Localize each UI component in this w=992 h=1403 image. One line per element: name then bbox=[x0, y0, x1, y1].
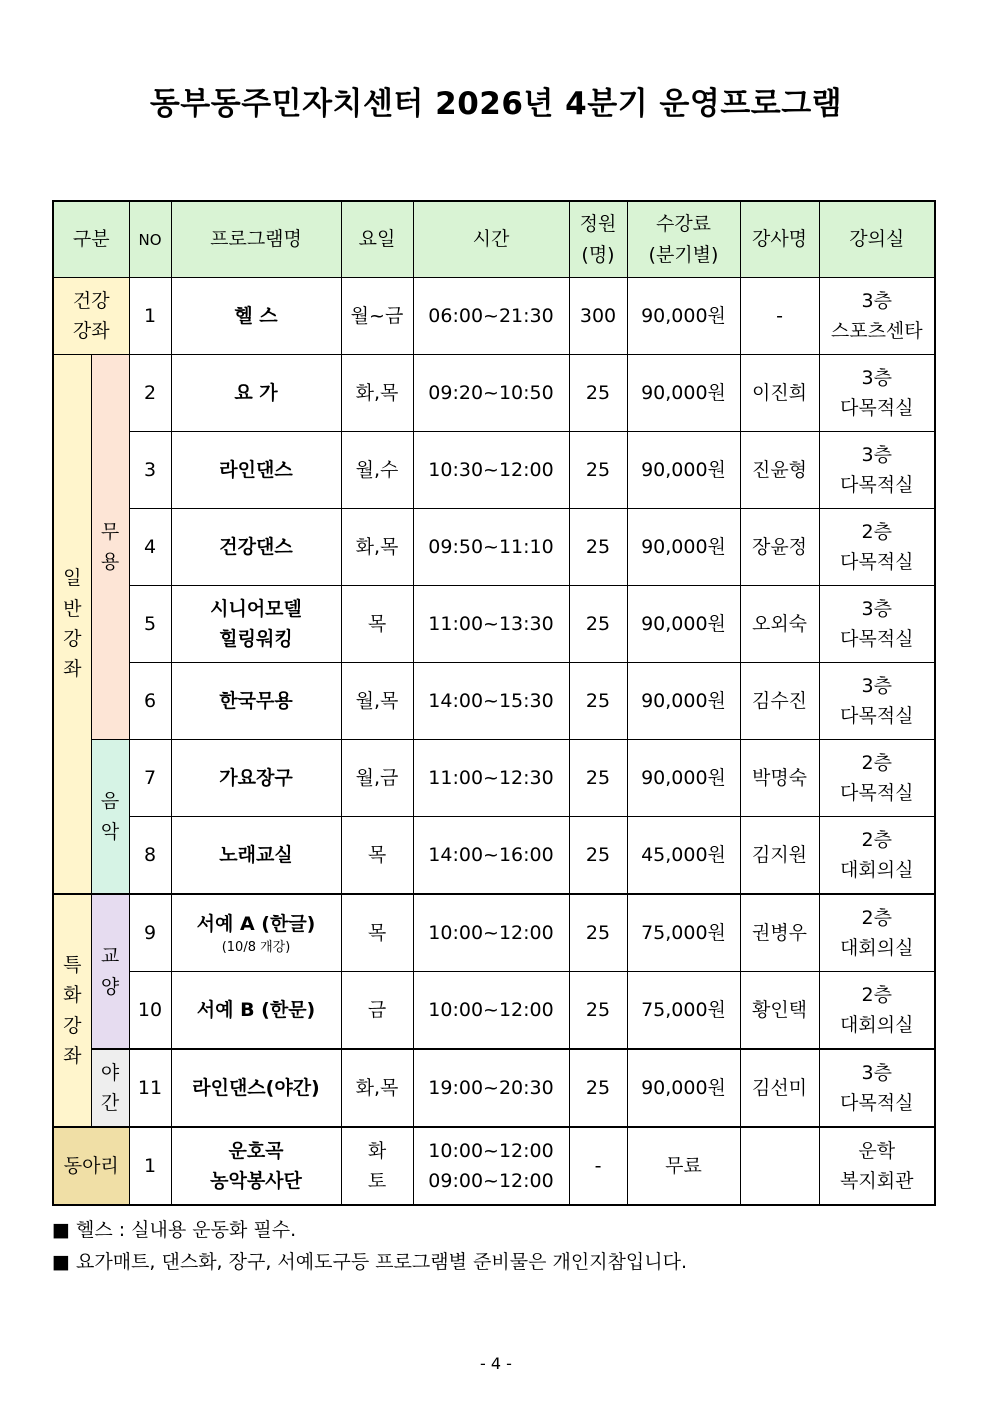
header-fee-line1: 수강료 bbox=[655, 213, 712, 236]
row-program-name: 한국무용 bbox=[171, 663, 341, 740]
row-day: 월,목 bbox=[341, 663, 413, 740]
row-fee: 90,000원 bbox=[627, 432, 740, 509]
row-time: 11:00~12:30 bbox=[413, 740, 569, 817]
row-room-floor: 3층 bbox=[861, 289, 892, 312]
row-program-name: 시니어모델 힐링워킹 bbox=[171, 586, 341, 663]
row-instructor: - bbox=[740, 278, 819, 355]
row-fee: 90,000원 bbox=[627, 509, 740, 586]
header-program: 프로그램명 bbox=[171, 201, 341, 278]
row-time: 14:00~16:00 bbox=[413, 817, 569, 895]
row-no: 11 bbox=[129, 1049, 171, 1127]
category-club: 동아리 bbox=[53, 1127, 129, 1205]
row-room-floor: 3층 bbox=[861, 366, 892, 389]
row-room-name: 복지회관 bbox=[840, 1170, 914, 1192]
row-day: 월,수 bbox=[341, 432, 413, 509]
table-row bbox=[53, 972, 935, 1050]
row-no: 6 bbox=[129, 663, 171, 740]
row-room-floor: 2층 bbox=[861, 906, 892, 929]
row-instructor: 장윤정 bbox=[740, 509, 819, 586]
row-no: 5 bbox=[129, 586, 171, 663]
row-capacity: - bbox=[569, 1127, 627, 1205]
row-day: 화,목 bbox=[341, 509, 413, 586]
row-program-name: 서예 B (한문) bbox=[171, 972, 341, 1050]
category-special: 특 화 강 좌 bbox=[53, 894, 91, 1127]
row-program-name: 헬 스 bbox=[171, 278, 341, 355]
category-health: 건강 강좌 bbox=[53, 278, 129, 355]
notes bbox=[52, 1214, 687, 1278]
row-room-name: 대회의실 bbox=[840, 1014, 914, 1036]
row-room bbox=[819, 894, 935, 972]
row-time: 14:00~15:30 bbox=[413, 663, 569, 740]
row-room-name: 다목적실 bbox=[840, 1092, 914, 1114]
row-room bbox=[819, 1049, 935, 1127]
row-capacity: 300 bbox=[569, 278, 627, 355]
row-time: 09:20~10:50 bbox=[413, 355, 569, 432]
row-room-floor: 운학 bbox=[858, 1139, 896, 1162]
row-room-floor: 2층 bbox=[861, 828, 892, 851]
row-program-name: 노래교실 bbox=[171, 817, 341, 895]
row-room bbox=[819, 663, 935, 740]
category-music: 음 악 bbox=[91, 740, 129, 895]
row-room-floor: 2층 bbox=[861, 983, 892, 1006]
table-row bbox=[53, 817, 935, 895]
row-time: 06:00~21:30 bbox=[413, 278, 569, 355]
program-schedule-table bbox=[52, 200, 936, 1206]
header-capacity-line2: (명) bbox=[581, 243, 615, 266]
row-capacity: 25 bbox=[569, 894, 627, 972]
row-fee: 무료 bbox=[627, 1127, 740, 1205]
row-instructor: 김선미 bbox=[740, 1049, 819, 1127]
row-time: 10:00~12:00 bbox=[413, 972, 569, 1050]
header-time: 시간 bbox=[413, 201, 569, 278]
row-program-name-text: 서예 A (한글) bbox=[196, 912, 316, 935]
row-room-floor: 3층 bbox=[861, 674, 892, 697]
header-day: 요일 bbox=[341, 201, 413, 278]
header-no: NO bbox=[129, 201, 171, 278]
category-night: 야 간 bbox=[91, 1049, 129, 1127]
row-instructor: 김지원 bbox=[740, 817, 819, 895]
row-fee: 90,000원 bbox=[627, 278, 740, 355]
row-no: 1 bbox=[129, 1127, 171, 1205]
row-fee: 90,000원 bbox=[627, 586, 740, 663]
row-fee: 75,000원 bbox=[627, 894, 740, 972]
row-room-name: 대회의실 bbox=[840, 859, 914, 881]
row-instructor: 이진희 bbox=[740, 355, 819, 432]
table-row bbox=[53, 740, 935, 817]
category-general: 일 반 강 좌 bbox=[53, 355, 91, 895]
row-fee: 90,000원 bbox=[627, 663, 740, 740]
row-program-name: 운호곡 농악봉사단 bbox=[171, 1127, 341, 1205]
row-day: 화 토 bbox=[341, 1127, 413, 1205]
row-day: 화,목 bbox=[341, 355, 413, 432]
row-program-name: 가요장구 bbox=[171, 740, 341, 817]
table-row bbox=[53, 894, 935, 972]
row-time: 11:00~13:30 bbox=[413, 586, 569, 663]
row-room bbox=[819, 432, 935, 509]
row-no: 9 bbox=[129, 894, 171, 972]
row-fee: 90,000원 bbox=[627, 740, 740, 817]
row-room-name: 다목적실 bbox=[840, 628, 914, 650]
row-time: 10:00~12:00 09:00~12:00 bbox=[413, 1127, 569, 1205]
note-item: ■ 헬스 : 실내용 운동화 필수. bbox=[52, 1219, 297, 1241]
row-capacity: 25 bbox=[569, 432, 627, 509]
row-program-name: 라인댄스 bbox=[171, 432, 341, 509]
row-room-floor: 2층 bbox=[861, 751, 892, 774]
row-time: 19:00~20:30 bbox=[413, 1049, 569, 1127]
row-fee: 75,000원 bbox=[627, 972, 740, 1050]
page-title: 동부동주민자치센터 2026년 4분기 운영프로그램 bbox=[149, 86, 843, 122]
row-no: 7 bbox=[129, 740, 171, 817]
row-room-name: 다목적실 bbox=[840, 397, 914, 419]
header-instructor: 강사명 bbox=[740, 201, 819, 278]
row-room bbox=[819, 586, 935, 663]
row-day: 화,목 bbox=[341, 1049, 413, 1127]
row-no: 10 bbox=[129, 972, 171, 1050]
row-room-floor: 3층 bbox=[861, 443, 892, 466]
table-row bbox=[53, 432, 935, 509]
row-capacity: 25 bbox=[569, 355, 627, 432]
row-instructor: 황인택 bbox=[740, 972, 819, 1050]
row-room bbox=[819, 817, 935, 895]
row-no: 4 bbox=[129, 509, 171, 586]
header-capacity-line1: 정원 bbox=[579, 213, 617, 236]
row-no: 3 bbox=[129, 432, 171, 509]
row-room-floor: 3층 bbox=[861, 1061, 892, 1084]
row-time: 10:30~12:00 bbox=[413, 432, 569, 509]
row-room bbox=[819, 972, 935, 1050]
row-capacity: 25 bbox=[569, 1049, 627, 1127]
page-number: - 4 - bbox=[480, 1354, 512, 1373]
row-room bbox=[819, 1127, 935, 1205]
row-room-floor: 3층 bbox=[861, 597, 892, 620]
row-room bbox=[819, 509, 935, 586]
header-room: 강의실 bbox=[819, 201, 935, 278]
row-no: 2 bbox=[129, 355, 171, 432]
table-row bbox=[53, 278, 935, 355]
row-instructor: 김수진 bbox=[740, 663, 819, 740]
row-capacity: 25 bbox=[569, 663, 627, 740]
row-day: 목 bbox=[341, 817, 413, 895]
row-room-name: 다목적실 bbox=[840, 551, 914, 573]
row-instructor bbox=[740, 1127, 819, 1205]
row-day: 월~금 bbox=[341, 278, 413, 355]
row-day: 목 bbox=[341, 894, 413, 972]
row-program-name bbox=[171, 894, 341, 972]
row-instructor: 진윤형 bbox=[740, 432, 819, 509]
header-fee bbox=[627, 201, 740, 278]
row-fee: 90,000원 bbox=[627, 355, 740, 432]
header-capacity bbox=[569, 201, 627, 278]
table-row bbox=[53, 355, 935, 432]
row-capacity: 25 bbox=[569, 740, 627, 817]
table-row bbox=[53, 586, 935, 663]
row-instructor: 박명숙 bbox=[740, 740, 819, 817]
category-dance: 무 용 bbox=[91, 355, 129, 740]
row-capacity: 25 bbox=[569, 817, 627, 895]
row-room-name: 스포츠센타 bbox=[830, 320, 923, 342]
table-row bbox=[53, 1127, 935, 1205]
table-row bbox=[53, 663, 935, 740]
header-fee-line2: (분기별) bbox=[648, 243, 719, 266]
row-room-name: 대회의실 bbox=[840, 937, 914, 959]
note-item: ■ 요가매트, 댄스화, 장구, 서예도구등 프로그램별 준비물은 개인지참입니다. bbox=[52, 1251, 688, 1273]
row-no: 8 bbox=[129, 817, 171, 895]
row-time: 10:00~12:00 bbox=[413, 894, 569, 972]
row-program-note: (10/8 개강) bbox=[221, 940, 291, 956]
row-capacity: 25 bbox=[569, 586, 627, 663]
table-header-row bbox=[53, 201, 935, 278]
row-day: 월,금 bbox=[341, 740, 413, 817]
row-room bbox=[819, 278, 935, 355]
row-room bbox=[819, 740, 935, 817]
row-program-name: 라인댄스(야간) bbox=[171, 1049, 341, 1127]
row-room-name: 다목적실 bbox=[840, 782, 914, 804]
row-capacity: 25 bbox=[569, 509, 627, 586]
row-day: 목 bbox=[341, 586, 413, 663]
row-instructor: 권병우 bbox=[740, 894, 819, 972]
row-program-name: 건강댄스 bbox=[171, 509, 341, 586]
row-fee: 90,000원 bbox=[627, 1049, 740, 1127]
row-fee: 45,000원 bbox=[627, 817, 740, 895]
row-capacity: 25 bbox=[569, 972, 627, 1050]
row-instructor: 오외숙 bbox=[740, 586, 819, 663]
row-room-name: 다목적실 bbox=[840, 474, 914, 496]
table-row bbox=[53, 1049, 935, 1127]
table-row bbox=[53, 509, 935, 586]
row-time: 09:50~11:10 bbox=[413, 509, 569, 586]
category-culture: 교 양 bbox=[91, 894, 129, 1049]
row-room-name: 다목적실 bbox=[840, 705, 914, 727]
row-room bbox=[819, 355, 935, 432]
row-program-name: 요 가 bbox=[171, 355, 341, 432]
row-room-floor: 2층 bbox=[861, 520, 892, 543]
row-no: 1 bbox=[129, 278, 171, 355]
row-day: 금 bbox=[341, 972, 413, 1050]
header-category: 구분 bbox=[53, 201, 129, 278]
